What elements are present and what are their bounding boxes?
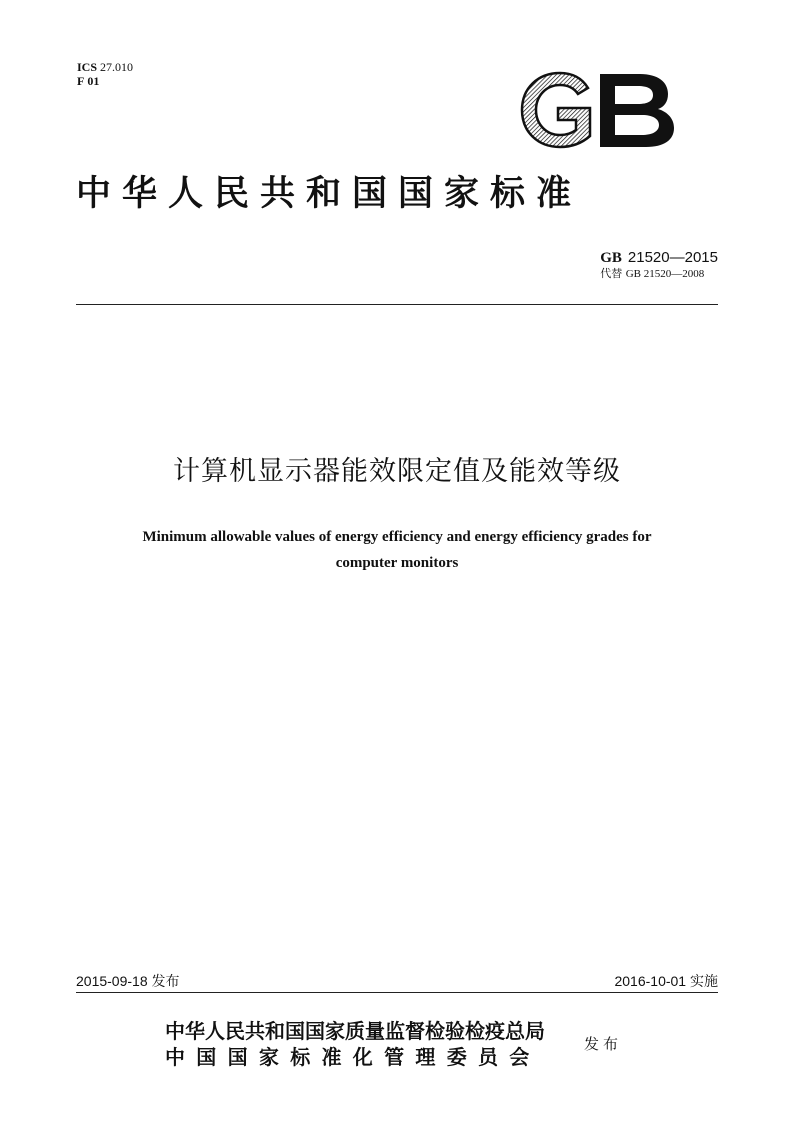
implementation-date-value: 2016-10-01 bbox=[614, 973, 687, 989]
issue-date bbox=[76, 971, 180, 991]
ccs-code: 01 bbox=[87, 74, 100, 88]
issuing-org-2: 中国国家标准化管理委员会 bbox=[165, 1045, 541, 1069]
national-standard-title: 中华人民共和国国家标准 bbox=[76, 174, 583, 214]
implementation-date bbox=[614, 971, 718, 991]
issue-date-value: 2015-09-18 bbox=[76, 973, 148, 989]
ccs-label: F bbox=[77, 74, 85, 88]
ics-line bbox=[77, 60, 133, 74]
gb-logo bbox=[518, 70, 678, 150]
ics-code: 27.010 bbox=[100, 60, 134, 74]
implementation-label: 实施 bbox=[690, 974, 718, 990]
replaces-value: GB 21520—2008 bbox=[625, 268, 705, 280]
replaces-label: 代替 bbox=[600, 267, 623, 280]
document-title-english bbox=[80, 524, 714, 576]
ics-label: ICS bbox=[77, 60, 98, 74]
header-divider bbox=[76, 304, 718, 305]
footer-divider bbox=[76, 992, 718, 993]
ccs-line bbox=[77, 74, 133, 88]
issue-label: 发布 bbox=[151, 974, 180, 990]
standard-number bbox=[600, 249, 718, 267]
standard-prefix: GB bbox=[600, 250, 622, 266]
standard-number-block bbox=[600, 249, 718, 281]
english-title-line-2: computer monitors bbox=[335, 555, 459, 571]
replaces-line bbox=[600, 267, 718, 281]
issuing-org-1: 中华人民共和国国家质量监督检验检疫总局 bbox=[165, 1019, 545, 1043]
issuing-organizations bbox=[165, 1018, 545, 1070]
english-title-line-1: Minimum allowable values of energy efficiency and energy efficiency grades for bbox=[142, 529, 652, 545]
document-title-chinese: 计算机显示器能效限定值及能效等级 bbox=[173, 456, 621, 487]
classification-codes bbox=[77, 60, 133, 88]
publish-label: 发布 bbox=[584, 1035, 623, 1053]
standard-code: 21520—2015 bbox=[627, 249, 718, 266]
